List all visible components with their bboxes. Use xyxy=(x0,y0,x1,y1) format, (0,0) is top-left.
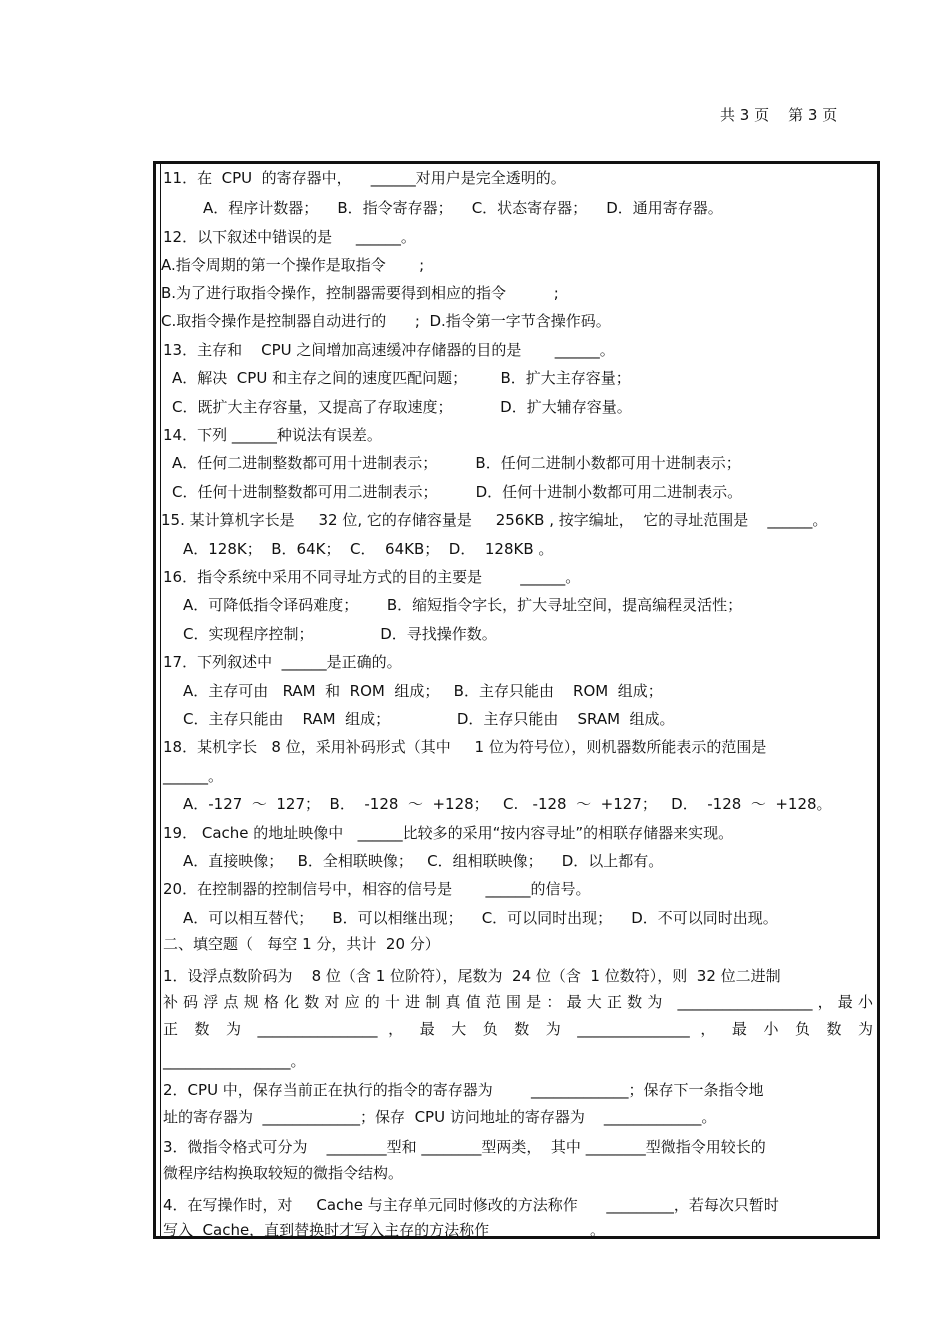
text-line: A．128K； B．64K； C． 64KB； D． 128KB 。 xyxy=(183,540,554,558)
text-line: 2．CPU 中，保存当前正在执行的指令的寄存器为 _____________；保存下一条指令地 xyxy=(163,1081,764,1099)
text-line: 14．下列 ______种说法有误差。 xyxy=(163,426,382,444)
text-line: A.指令周期的第一个操作是取指令 ; xyxy=(161,256,425,274)
text-line: 址的寄存器为 _____________；保存 CPU 访问地址的寄存器为 _____________。 xyxy=(163,1108,717,1126)
text-line: C．实现程序控制； D．寻找操作数。 xyxy=(183,625,497,643)
text-line: 15. 某计算机字长是 32 位, 它的存储容量是 256KB , 按字编址， 它的寻址范围是 ______。 xyxy=(161,511,828,529)
text-line: B.为了进行取指令操作，控制器需要得到相应的指令 ; xyxy=(161,284,559,302)
text-line: C.取指令操作是控制器自动进行的 ; D.指令第一字节含操作码。 xyxy=(161,312,611,330)
text-line: 二、填空题（ 每空 1 分，共计 20 分） xyxy=(163,935,440,953)
text-line: 3．微指令格式可分为 ________型和 ________型两类， 其中 ________型微指令用较长的 xyxy=(163,1138,766,1156)
text-line: C．主存只能由 RAM 组成； D．主存只能由 SRAM 组成。 xyxy=(183,710,675,728)
text-line: A．解决 CPU 和主存之间的速度匹配问题； B．扩大主存容量； xyxy=(172,369,631,387)
text-line: 12．以下叙述中错误的是 ______。 xyxy=(163,228,416,246)
text-line: A．直接映像； B．全相联映像； C．组相联映像； D．以上都有。 xyxy=(183,852,664,870)
text-line: 补码浮点规格化数对应的十进制真值范围是：最大正数为 __________________，最小 xyxy=(163,993,873,1011)
text-line: C．既扩大主存容量，又提高了存取速度； D．扩大辅存容量。 xyxy=(172,398,632,416)
text-line: ______。 xyxy=(163,767,224,785)
text-line: 16．指令系统中采用不同寻址方式的目的主要是 ______。 xyxy=(163,568,581,586)
text-line: 4．在写操作时，对 Cache 与主存单元同时修改的方法称作 _________，若每次只暂时 xyxy=(163,1196,779,1214)
text-line: 写入 Cache，直到替换时才写入主存的方法称作 _________。 xyxy=(163,1221,606,1239)
text-line: A．程序计数器； B．指令寄存器； C．状态寄存器； D．通用寄存器。 xyxy=(203,199,723,217)
text-line: 20．在控制器的控制信号中，相容的信号是 ______的信号。 xyxy=(163,880,591,898)
text-line: A．可以相互替代； B．可以相继出现； C．可以同时出现； D．不可以同时出现。 xyxy=(183,909,778,927)
text-line: _________________。 xyxy=(163,1052,306,1070)
text-line: A．可降低指令译码难度； B．缩短指令字长，扩大寻址空间，提高编程灵活性； xyxy=(183,596,743,614)
text-line: 18．某机字长 8 位，采用补码形式（其中 1 位为符号位），则机器数所能表示的范围是 xyxy=(163,738,767,756)
text-line: 微程序结构换取较短的微指令结构。 xyxy=(163,1164,404,1182)
text-line: 1．设浮点数阶码为 8 位（含 1 位阶符），尾数为 24 位（含 1 位数符），则 32 位二进制 xyxy=(163,967,781,985)
text-line: 17．下列叙述中 ______是正确的。 xyxy=(163,653,402,671)
text-line: 19． Cache 的地址映像中 ______比较多的采用“按内容寻址”的相联存储器来实现。 xyxy=(163,824,734,842)
text-line: A．任何二进制整数都可用十进制表示； B．任何二进制小数都可用十进制表示； xyxy=(172,454,741,472)
text-line: A．主存可由 RAM 和 ROM 组成； B．主存只能由 ROM 组成； xyxy=(183,682,663,700)
text-line: A．-127 ～ 127； B． -128 ～ +128； C. -128 ～ +127； D． -128 ～ +128。 xyxy=(183,795,832,813)
text-line: 正 数 为 ________________ ， 最 大 负 数 为 _______________ ， 最 小 负 数 为 xyxy=(163,1020,873,1038)
page-number-info: 共 3 页 第 3 页 xyxy=(720,106,838,124)
text-line: C．任何十进制整数都可用二进制表示； D．任何十进制小数都可用二进制表示。 xyxy=(172,483,743,501)
text-line: 11．在 CPU 的寄存器中， ______对用户是完全透明的。 xyxy=(163,169,566,187)
text-line: 13．主存和 CPU 之间增加高速缓冲存储器的目的是 ______。 xyxy=(163,341,615,359)
